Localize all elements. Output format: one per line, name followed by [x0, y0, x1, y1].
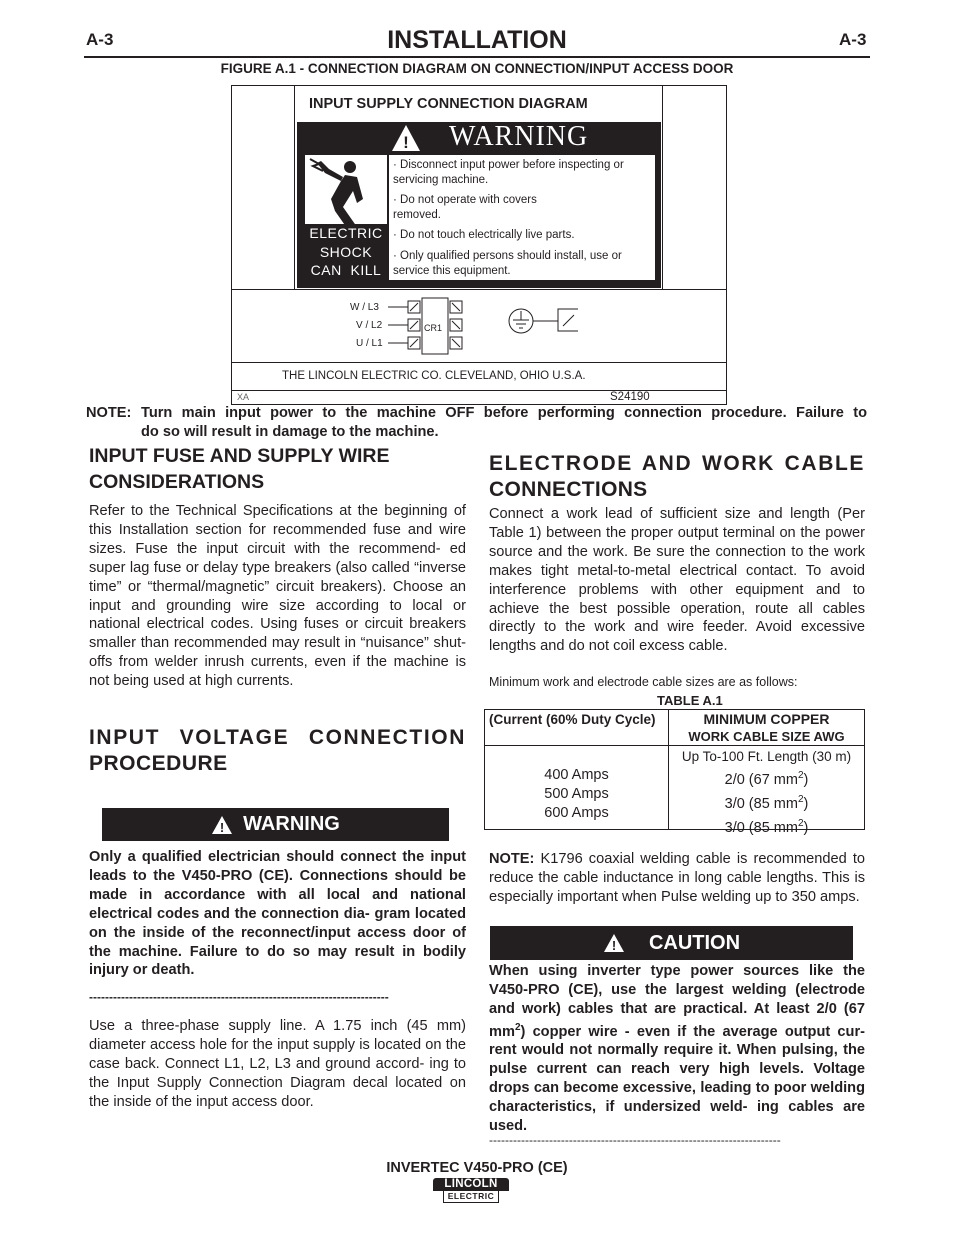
caution-text: When using inverter type power sources like the V450-PRO (CE), use the largest welding (electrode and work) cables that are practical. At least 2/0 (67 $mm^2$) copper wire - even if the average output cur- rent would not normally require it. When pulsing, the pulse current can reach very high levels. Voltage drops can become excessive, leading to poor welding characteristics, if undersized weld- ing cables are used. — [489, 963, 865, 1135]
terminal-label-l3: W / L3 — [350, 302, 379, 313]
fuse-heading — [89, 443, 390, 495]
shock-line-2: SHOCK — [319, 243, 373, 260]
warning-bullet-text: Only qualified persons should install, use or service this equipment. — [393, 250, 622, 277]
caution-banner — [490, 926, 853, 960]
note-top-line1: Turn main input power to the machine OFF before performing connection procedure. Failure to — [141, 405, 867, 421]
warning-bullet: · Only qualified persons should install, use or service this equipment. — [393, 250, 622, 277]
table-col2-header-1: MINIMUM COPPER — [703, 711, 830, 727]
voltage-heading — [89, 725, 466, 777]
electrode-heading-line2: CONNECTIONS — [489, 478, 648, 501]
fuse-heading-line1: INPUT FUSE AND SUPPLY WIRE — [89, 445, 390, 467]
decal-code-right: S24190 — [610, 391, 650, 403]
warning-bullet-text: Do not operate with covers removed. — [393, 194, 537, 221]
caution-separator: ------------------------------------------------------------------------- — [489, 1133, 781, 1147]
coax-note — [489, 850, 865, 907]
warning-bullet-text: Do not touch electrically live parts. — [400, 229, 575, 241]
warning-panel — [297, 122, 661, 288]
warning-triangle-icon — [391, 124, 421, 157]
warning-banner — [102, 808, 449, 841]
table-header-rule — [485, 745, 864, 746]
lincoln-electric-logo — [433, 1178, 509, 1204]
contactor-label: CR1 — [424, 323, 443, 333]
warning-word: WARNING — [449, 121, 589, 152]
decal-left-divider — [294, 86, 295, 289]
warning-bullet: · Do not touch electrically live parts. — [393, 229, 575, 241]
coax-note-label: NOTE: — [489, 851, 535, 867]
fuse-heading-line2: CONSIDERATIONS — [89, 471, 265, 493]
electrode-paragraph: Connect a work lead of sufficient size and length (Per Table 1) between the proper output terminal on the power source and the work. Be sure the connection to the work makes tight metal-to-metal electrical contact. To avoid interference problems with other equipment and to achieve the best possible operation, route all cables directly to the work and wire feeder. Avoid excessive lengths and do not coil excess cable. — [489, 506, 865, 655]
table-col2-header-2: WORK CABLE SIZE AWG — [688, 729, 845, 744]
page-number-left: A-3 — [86, 30, 114, 49]
svg-text:!: ! — [403, 133, 409, 152]
note-top-label: NOTE: — [86, 405, 132, 421]
svg-text:!: ! — [611, 938, 617, 953]
voltage-heading-line2: PROCEDURE — [89, 752, 228, 775]
table-a1 — [484, 709, 865, 836]
caution-banner-label: CAUTION — [648, 931, 741, 954]
electrode-heading-line1: ELECTRODE AND WORK CABLE — [489, 452, 865, 475]
warning-triangle-icon — [211, 815, 233, 835]
table-cell-current: 400 Amps — [544, 767, 609, 783]
decal-right-divider — [662, 86, 663, 289]
logo-bottom: ELECTRIC — [443, 1191, 499, 1203]
terminal-label-l1: U / L1 — [356, 338, 383, 349]
footer-model: INVERTEC V450-PRO (CE) — [386, 1160, 568, 1176]
decal-section-line-3 — [232, 390, 726, 391]
page-title: INSTALLATION — [387, 26, 567, 54]
warning-bullet: · Disconnect input power before inspecting or servicing machine. — [393, 159, 624, 186]
voltage-heading-line1: INPUT VOLTAGE CONNECTION — [89, 726, 466, 749]
table-cell-current: 600 Amps — [544, 805, 609, 821]
table-cell-current: 500 Amps — [544, 786, 609, 802]
table-cell-size: 3/0 (85 $mm^2$) — [724, 793, 809, 812]
page-number-right: A-3 — [839, 30, 867, 49]
company-line: THE LINCOLN ELECTRIC CO. CLEVELAND, OHIO U.S.A. — [282, 370, 586, 382]
fuse-paragraph: Refer to the Technical Specifications at the beginning of this Installation section for recommended fuse and wire sizes. Fuse the input circuit with the recommend- ed super lag fuse or delay type breakers (also called “inverse time” or “thermal/magnetic” circuit breakers). Choose an input and grounding wire size according to local or national electrical codes. Using fuses or circuit breakers smaller than recommended may result in “nuisance” shut-offs from welder inrush currents, even if the machine is not being used at high currents. — [89, 503, 466, 690]
min-sizes-text: Minimum work and electrode cable sizes are as follows: — [489, 675, 798, 689]
decal-code-left: XA — [237, 392, 250, 402]
voltage-separator: --------------------------------------------------------------------------- — [89, 990, 389, 1004]
decal-section-line-2 — [232, 362, 726, 363]
warning-bullets-box — [389, 155, 655, 280]
table-caption: TABLE A.1 — [657, 693, 723, 708]
connection-diagram-decal — [231, 85, 727, 405]
header-rule — [84, 56, 870, 58]
note-top-line2: do so will result in damage to the machine. — [141, 424, 439, 440]
svg-text:!: ! — [219, 819, 225, 835]
electrode-heading — [489, 451, 865, 503]
table-cell-size: 3/0 (85 $mm^2$) — [724, 817, 809, 836]
table-col1-values — [485, 766, 668, 823]
warning-bullet: · Do not operate with covers removed. — [393, 194, 537, 221]
ground-terminal-icon — [508, 306, 578, 336]
shock-line-3: CAN KILL — [310, 262, 382, 278]
voltage-paragraph: Use a three-phase supply line. A 1.75 inch (45 mm) diameter access hole for the input supply is located on the case back. Connect L1, L2, L3 and ground accord- ing to the Input Supply Connection Diagram decal located on the inside of the input access door. — [89, 1018, 466, 1110]
warning-bullet-text: Disconnect input power before inspecting or servicing machine. — [393, 159, 624, 186]
table-col2-subheader: Up To-100 Ft. Length (30 m) — [681, 749, 852, 764]
table-col1-header: (Current (60% Duty Cycle) — [489, 712, 656, 727]
shock-line-1: ELECTRIC — [309, 225, 383, 241]
coax-note-text: K1796 coaxial welding cable is recommended to reduce the cable inductance in long cable lengths. This is especially important when Pulse welding up to 350 amps. — [489, 851, 866, 905]
shock-text-block — [305, 224, 387, 280]
warning-banner-label: WARNING — [243, 813, 340, 835]
figure-caption: FIGURE A.1 - CONNECTION DIAGRAM ON CONNECTION/INPUT ACCESS DOOR — [220, 61, 734, 76]
shock-symbol-box — [305, 155, 387, 280]
table-cell-size: 2/0 (67 $mm^2$) — [724, 770, 809, 788]
decal-section-line — [232, 289, 726, 290]
terminal-label-l2: V / L2 — [356, 320, 383, 331]
voltage-warning-text: Only a qualified electrician should connect the input leads to the V450-PRO (CE). Connections should be made in accordance with all local and national electrical codes and the connection dia- gram located on the inside of the reconnect/input access door of the machine. Failure to do so may result in bodily injury or death. — [89, 849, 466, 979]
caution-triangle-icon — [603, 933, 625, 953]
logo-top: LINCOLN — [433, 1178, 509, 1191]
table-col2-values — [669, 766, 864, 837]
decal-title: INPUT SUPPLY CONNECTION DIAGRAM — [309, 96, 588, 112]
